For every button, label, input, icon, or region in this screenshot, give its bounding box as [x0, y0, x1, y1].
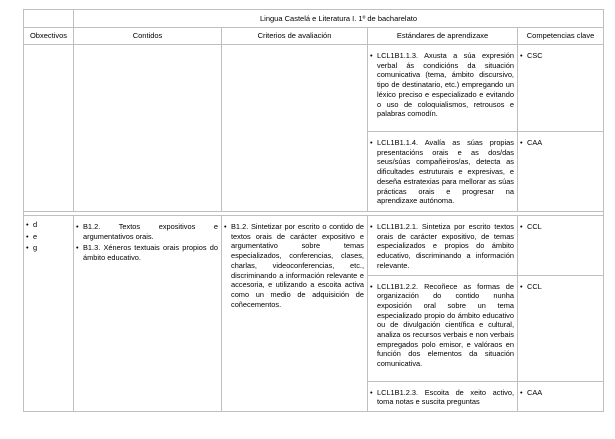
- objectives-cell: [24, 216, 74, 412]
- standard-text: • LCL1B1.2.2. Recoñece as formas de organización do contido nunha exposición oral sobre un tema especializado propio do ámbito educativo ou de divulgación científica e cultural, analiza os recursos verbais e non verbais empregados polo emisor, e valóraos en función dos elementos da situación comunicativa.: [368, 282, 514, 369]
- table-row: [24, 45, 604, 132]
- competence-cell: [518, 216, 604, 276]
- standard-cell: [368, 132, 518, 212]
- competence-code: • CAA: [518, 388, 600, 398]
- standard-cell: [368, 381, 518, 411]
- standard-cell: [368, 275, 518, 381]
- header-standards: Estándares de aprendizaxe: [368, 28, 518, 45]
- objective-item: • e: [24, 232, 73, 242]
- title-spacer-cell: [24, 10, 74, 28]
- competence-code: • CSC: [518, 51, 600, 61]
- curriculum-table: [23, 9, 604, 412]
- criteria-cell: [222, 45, 368, 212]
- contents-cell: [74, 216, 222, 412]
- content-item: • B1.3. Xéneros textuais orais propios do ámbito educativo.: [74, 243, 218, 262]
- competence-cell: [518, 381, 604, 411]
- competence-code: • CCL: [518, 282, 600, 292]
- header-competences: Competencias clave: [518, 28, 604, 45]
- criteria-cell: [222, 216, 368, 412]
- objective-item: • d: [24, 220, 73, 230]
- standard-text: • LCL1B1.1.3. Axusta a súa expresión verbal ás condicións da situación comunicativa (tema, ámbito discursivo, tipo de destinatario, etc.) empregando un léxico preciso e especializado e evitando o uso de coloquialismos, retrousos e palabras comodín.: [368, 51, 514, 119]
- objective-item: • g: [24, 243, 73, 253]
- objectives-cell: [24, 45, 74, 212]
- standard-text: • LCL1B1.1.4. Avalía as súas propias presentacións orais e as dos/das seus/súas compañeiros/as, detecta as dificultades estruturais e expresivas, e deseña estratexias para mellorar as súas prácticas orais e progresar na aprendizaxe autónoma.: [368, 138, 514, 206]
- table-row: [24, 216, 604, 276]
- competence-cell: [518, 275, 604, 381]
- standard-text: • LCL1B1.2.1. Sintetiza por escrito textos orais de carácter expositivo, de temas especializados e propios do ámbito educativo, discriminando a información relevante.: [368, 222, 514, 271]
- contents-cell: [74, 45, 222, 212]
- content-item: • B1.2. Textos expositivos e argumentativos orais.: [74, 222, 218, 241]
- competence-cell: [518, 45, 604, 132]
- competence-cell: [518, 132, 604, 212]
- standard-text: • LCL1B1.2.3. Escoita de xeito activo, toma notas e suscita preguntas: [368, 388, 514, 407]
- header-objectives: Obxectivos: [24, 28, 74, 45]
- criterion-item: • B1.2. Sintetizar por escrito o contido de textos orais de carácter expositivo e argumentativo sobre temas especializados, conferencias, clases, charlas, videoconferencias, etc., discriminando a información relevante e accesoria, e utilizando a escoita activa como un medio de adquisición de coñecementos.: [222, 222, 364, 309]
- competence-code: • CAA: [518, 138, 600, 148]
- standard-cell: [368, 45, 518, 132]
- table-title: Lingua Castelá e Literatura I. 1º de bacharelato: [74, 10, 604, 28]
- header-criteria: Criterios de avaliación: [222, 28, 368, 45]
- standard-cell: [368, 216, 518, 276]
- competence-code: • CCL: [518, 222, 600, 232]
- curriculum-page: [23, 9, 603, 412]
- header-contents: Contidos: [74, 28, 222, 45]
